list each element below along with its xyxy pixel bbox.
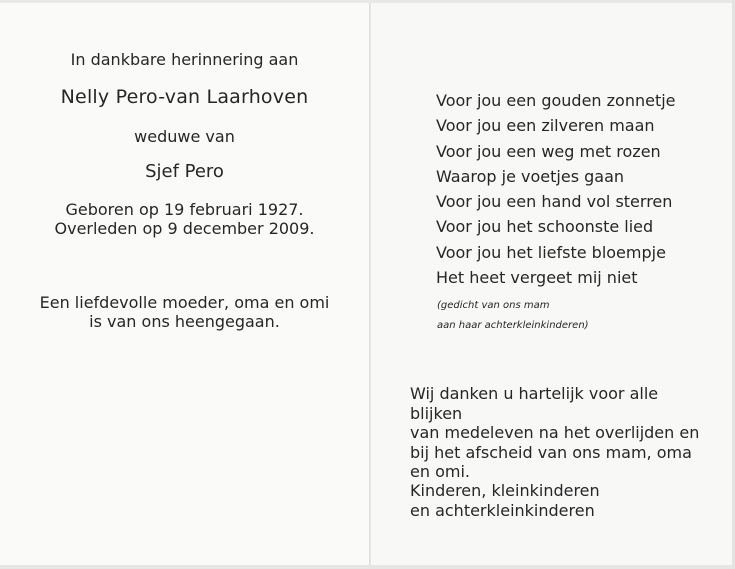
poem-credit-line-2: aan haar achterkleinkinderen) (437, 320, 589, 331)
family-signature (410, 481, 600, 520)
poem-line: Voor jou een weg met rozen (436, 141, 661, 161)
family-line-1: Kinderen, kleinkinderen (410, 481, 600, 500)
poem-line: Het heet vergeet mij niet (436, 268, 638, 288)
tribute-line-2: is van ons heengegaan. (89, 312, 280, 331)
poem-line: Voor jou het schoonste lied (436, 217, 654, 237)
family-line-2: en achterkleinkinderen (410, 500, 595, 520)
thanks-text (410, 384, 710, 482)
life-dates (0, 200, 369, 238)
poem-line: Voor jou een hand vol sterren (436, 192, 673, 212)
poem-line: Voor jou een gouden zonnetje (436, 91, 676, 110)
poem (436, 88, 676, 290)
paper-edge-bottom (0, 565, 735, 569)
poem-credit-line-1: (gedicht van ons mam (437, 300, 550, 311)
thanks-line: Wij danken u hartelijk voor alle blijken (410, 384, 659, 423)
tribute-text (0, 293, 369, 331)
card-fold (369, 0, 371, 569)
thanks-line: bij het afscheid van ons mam, oma (410, 442, 692, 462)
thanks-line: en omi. (410, 462, 470, 481)
thanks-line: van medeleven na het overlijden en (410, 423, 700, 442)
birth-date: Geboren op 19 februari 1927. (65, 200, 304, 219)
paper-edge-top (0, 0, 735, 3)
poem-line: Waarop je voetjes gaan (436, 166, 625, 186)
husband-name: Sjef Pero (145, 161, 224, 182)
poem-line: Voor jou een zilveren maan (436, 116, 655, 136)
poem-credit (437, 296, 589, 336)
widow-of-text: weduwe van (134, 127, 235, 146)
tribute-line-1: Een liefdevolle moeder, oma en omi (39, 293, 330, 312)
death-date: Overleden op 9 december 2009. (54, 219, 315, 238)
deceased-name: Nelly Pero-van Laarhoven (60, 86, 309, 108)
poem-line: Voor jou het liefste bloempje (436, 242, 666, 262)
intro-text: In dankbare herinnering aan (70, 50, 299, 69)
